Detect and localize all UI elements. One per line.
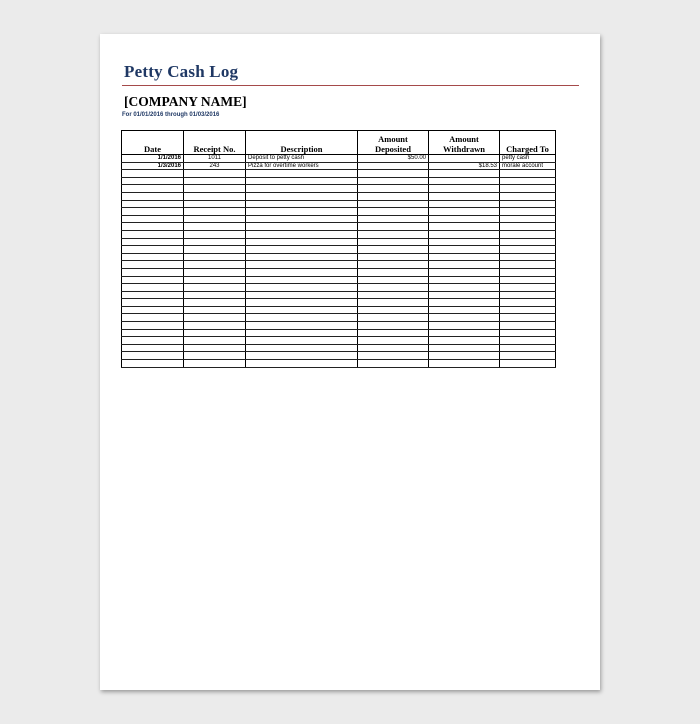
cell-empty bbox=[246, 185, 358, 193]
cell-empty bbox=[358, 238, 429, 246]
table-row-empty bbox=[122, 246, 556, 254]
cell-empty bbox=[246, 192, 358, 200]
cell-empty bbox=[184, 223, 246, 231]
cell-empty bbox=[429, 314, 500, 322]
table-row-empty bbox=[122, 170, 556, 178]
cell-empty bbox=[246, 215, 358, 223]
table-row-empty bbox=[122, 253, 556, 261]
cell-description: Deposit to petty cash bbox=[246, 155, 358, 163]
cell-empty bbox=[184, 230, 246, 238]
header-date: Date bbox=[122, 131, 184, 155]
cell-empty bbox=[184, 246, 246, 254]
cell-empty bbox=[246, 352, 358, 360]
cell-receipt: 1011 bbox=[184, 155, 246, 163]
cell-empty bbox=[500, 238, 556, 246]
cell-empty bbox=[184, 215, 246, 223]
table-row-empty bbox=[122, 268, 556, 276]
cell-empty bbox=[184, 329, 246, 337]
cell-empty bbox=[429, 215, 500, 223]
cell-empty bbox=[358, 352, 429, 360]
cell-empty bbox=[429, 223, 500, 231]
table-row-empty bbox=[122, 314, 556, 322]
table-row-empty bbox=[122, 177, 556, 185]
table-row-empty bbox=[122, 344, 556, 352]
document-page bbox=[100, 34, 600, 690]
header-description: Description bbox=[246, 131, 358, 155]
table-row-empty bbox=[122, 261, 556, 269]
cell-empty bbox=[184, 360, 246, 368]
cell-empty bbox=[358, 192, 429, 200]
cell-empty bbox=[184, 337, 246, 345]
cell-empty bbox=[500, 230, 556, 238]
cell-empty bbox=[500, 337, 556, 345]
cell-empty bbox=[358, 314, 429, 322]
cell-empty bbox=[358, 246, 429, 254]
cell-empty bbox=[500, 215, 556, 223]
cell-empty bbox=[122, 246, 184, 254]
cell-empty bbox=[358, 253, 429, 261]
cell-empty bbox=[500, 329, 556, 337]
title-divider bbox=[122, 85, 579, 86]
cell-empty bbox=[184, 177, 246, 185]
cell-empty bbox=[122, 177, 184, 185]
cell-empty bbox=[122, 261, 184, 269]
cell-empty bbox=[429, 268, 500, 276]
cell-empty bbox=[358, 306, 429, 314]
cell-empty bbox=[184, 306, 246, 314]
table-row-empty bbox=[122, 329, 556, 337]
cell-empty bbox=[246, 291, 358, 299]
cell-empty bbox=[500, 322, 556, 330]
cell-empty bbox=[246, 223, 358, 231]
cell-empty bbox=[429, 337, 500, 345]
cell-empty bbox=[122, 322, 184, 330]
table-row-empty bbox=[122, 352, 556, 360]
cell-deposited bbox=[358, 162, 429, 170]
cell-empty bbox=[246, 299, 358, 307]
cell-empty bbox=[184, 299, 246, 307]
table-header-row bbox=[122, 131, 556, 155]
cell-empty bbox=[246, 200, 358, 208]
cell-charged-to: petty cash bbox=[500, 155, 556, 163]
cell-empty bbox=[429, 230, 500, 238]
cell-empty bbox=[500, 208, 556, 216]
cell-empty bbox=[500, 314, 556, 322]
cell-empty bbox=[429, 299, 500, 307]
cell-empty bbox=[246, 253, 358, 261]
cell-empty bbox=[500, 344, 556, 352]
cell-empty bbox=[429, 200, 500, 208]
cell-empty bbox=[122, 329, 184, 337]
cell-empty bbox=[429, 253, 500, 261]
cell-empty bbox=[246, 170, 358, 178]
cell-empty bbox=[358, 337, 429, 345]
cell-empty bbox=[122, 238, 184, 246]
cell-empty bbox=[358, 284, 429, 292]
cell-empty bbox=[500, 170, 556, 178]
cell-receipt: 243 bbox=[184, 162, 246, 170]
cell-empty bbox=[122, 223, 184, 231]
cell-empty bbox=[122, 230, 184, 238]
cell-empty bbox=[122, 291, 184, 299]
cell-empty bbox=[184, 253, 246, 261]
cell-empty bbox=[500, 360, 556, 368]
cell-empty bbox=[500, 268, 556, 276]
cell-empty bbox=[184, 170, 246, 178]
cell-empty bbox=[246, 344, 358, 352]
cell-empty bbox=[429, 246, 500, 254]
table-row-empty bbox=[122, 192, 556, 200]
cell-empty bbox=[500, 185, 556, 193]
cell-empty bbox=[184, 185, 246, 193]
cell-description: Pizza for overtime workers bbox=[246, 162, 358, 170]
cell-empty bbox=[184, 276, 246, 284]
cell-empty bbox=[429, 284, 500, 292]
cell-empty bbox=[246, 337, 358, 345]
cell-empty bbox=[358, 344, 429, 352]
cell-empty bbox=[184, 268, 246, 276]
table-row-empty bbox=[122, 276, 556, 284]
table-row-empty bbox=[122, 284, 556, 292]
header-withdrawn-text: Amount Withdrawn bbox=[443, 134, 485, 154]
cell-empty bbox=[358, 322, 429, 330]
cell-empty bbox=[429, 192, 500, 200]
cell-empty bbox=[184, 352, 246, 360]
cell-empty bbox=[358, 215, 429, 223]
table-row-empty bbox=[122, 215, 556, 223]
cell-empty bbox=[246, 268, 358, 276]
cell-empty bbox=[500, 177, 556, 185]
cell-empty bbox=[184, 322, 246, 330]
cell-empty bbox=[429, 208, 500, 216]
cell-empty bbox=[429, 291, 500, 299]
cell-empty bbox=[246, 208, 358, 216]
cell-empty bbox=[358, 329, 429, 337]
cell-empty bbox=[122, 360, 184, 368]
cell-empty bbox=[246, 322, 358, 330]
cell-empty bbox=[500, 200, 556, 208]
cell-empty bbox=[500, 261, 556, 269]
cell-empty bbox=[122, 253, 184, 261]
cell-empty bbox=[358, 299, 429, 307]
cell-empty bbox=[429, 177, 500, 185]
table-row-empty bbox=[122, 360, 556, 368]
cell-empty bbox=[122, 185, 184, 193]
table-row bbox=[122, 162, 556, 170]
table-row-empty bbox=[122, 230, 556, 238]
cell-empty bbox=[500, 246, 556, 254]
page-title: Petty Cash Log bbox=[124, 62, 239, 81]
table-row-empty bbox=[122, 208, 556, 216]
cell-date: 1/1/2016 bbox=[122, 155, 184, 163]
cell-empty bbox=[246, 284, 358, 292]
cell-empty bbox=[184, 261, 246, 269]
cell-empty bbox=[246, 177, 358, 185]
period-range: For 01/01/2016 through 01/03/2016 bbox=[122, 112, 220, 118]
cell-empty bbox=[122, 192, 184, 200]
table-row-empty bbox=[122, 322, 556, 330]
cell-empty bbox=[358, 268, 429, 276]
cell-empty bbox=[184, 344, 246, 352]
cell-empty bbox=[429, 322, 500, 330]
cell-empty bbox=[500, 223, 556, 231]
header-charged-to: Charged To bbox=[500, 131, 556, 155]
cell-deposited: $50.00 bbox=[358, 155, 429, 163]
cell-empty bbox=[184, 208, 246, 216]
cell-empty bbox=[246, 276, 358, 284]
cell-empty bbox=[500, 352, 556, 360]
cell-withdrawn bbox=[429, 155, 500, 163]
cell-empty bbox=[122, 268, 184, 276]
petty-cash-table bbox=[121, 130, 556, 368]
cell-empty bbox=[358, 223, 429, 231]
cell-empty bbox=[184, 192, 246, 200]
cell-empty bbox=[500, 192, 556, 200]
cell-empty bbox=[246, 238, 358, 246]
cell-empty bbox=[429, 344, 500, 352]
cell-empty bbox=[429, 329, 500, 337]
cell-empty bbox=[358, 170, 429, 178]
cell-empty bbox=[122, 170, 184, 178]
cell-empty bbox=[122, 344, 184, 352]
table-row-empty bbox=[122, 238, 556, 246]
cell-empty bbox=[358, 360, 429, 368]
cell-empty bbox=[246, 360, 358, 368]
table-row-empty bbox=[122, 185, 556, 193]
cell-empty bbox=[358, 200, 429, 208]
cell-empty bbox=[500, 276, 556, 284]
cell-empty bbox=[122, 306, 184, 314]
table-row-empty bbox=[122, 200, 556, 208]
cell-empty bbox=[122, 299, 184, 307]
cell-empty bbox=[184, 238, 246, 246]
cell-empty bbox=[500, 299, 556, 307]
cell-empty bbox=[429, 306, 500, 314]
cell-empty bbox=[358, 276, 429, 284]
cell-empty bbox=[429, 276, 500, 284]
cell-charged-to: morale account bbox=[500, 162, 556, 170]
header-deposited-text: Amount Deposited bbox=[375, 134, 411, 154]
cell-withdrawn: $18.53 bbox=[429, 162, 500, 170]
cell-empty bbox=[358, 261, 429, 269]
cell-empty bbox=[429, 170, 500, 178]
cell-empty bbox=[122, 352, 184, 360]
cell-empty bbox=[358, 291, 429, 299]
cell-empty bbox=[246, 306, 358, 314]
cell-empty bbox=[500, 253, 556, 261]
cell-empty bbox=[358, 208, 429, 216]
table-row bbox=[122, 155, 556, 163]
cell-empty bbox=[358, 177, 429, 185]
table-row-empty bbox=[122, 306, 556, 314]
cell-empty bbox=[429, 352, 500, 360]
cell-empty bbox=[184, 291, 246, 299]
cell-empty bbox=[122, 337, 184, 345]
cell-empty bbox=[500, 284, 556, 292]
cell-empty bbox=[122, 314, 184, 322]
cell-empty bbox=[358, 230, 429, 238]
table-row-empty bbox=[122, 291, 556, 299]
cell-empty bbox=[246, 314, 358, 322]
table-row-empty bbox=[122, 223, 556, 231]
table-row-empty bbox=[122, 299, 556, 307]
cell-empty bbox=[122, 200, 184, 208]
cell-empty bbox=[246, 261, 358, 269]
cell-empty bbox=[500, 291, 556, 299]
cell-empty bbox=[122, 215, 184, 223]
cell-empty bbox=[429, 238, 500, 246]
cell-empty bbox=[246, 329, 358, 337]
header-withdrawn bbox=[429, 131, 500, 155]
cell-empty bbox=[184, 284, 246, 292]
company-name: [COMPANY NAME] bbox=[124, 94, 247, 109]
cell-empty bbox=[122, 208, 184, 216]
cell-empty bbox=[429, 261, 500, 269]
header-receipt: Receipt No. bbox=[184, 131, 246, 155]
table-body bbox=[122, 155, 556, 368]
cell-empty bbox=[358, 185, 429, 193]
cell-date: 1/3/2016 bbox=[122, 162, 184, 170]
cell-empty bbox=[184, 200, 246, 208]
cell-empty bbox=[122, 284, 184, 292]
cell-empty bbox=[429, 360, 500, 368]
table-row-empty bbox=[122, 337, 556, 345]
cell-empty bbox=[246, 246, 358, 254]
cell-empty bbox=[184, 314, 246, 322]
cell-empty bbox=[429, 185, 500, 193]
cell-empty bbox=[500, 306, 556, 314]
cell-empty bbox=[246, 230, 358, 238]
header-deposited bbox=[358, 131, 429, 155]
cell-empty bbox=[122, 276, 184, 284]
